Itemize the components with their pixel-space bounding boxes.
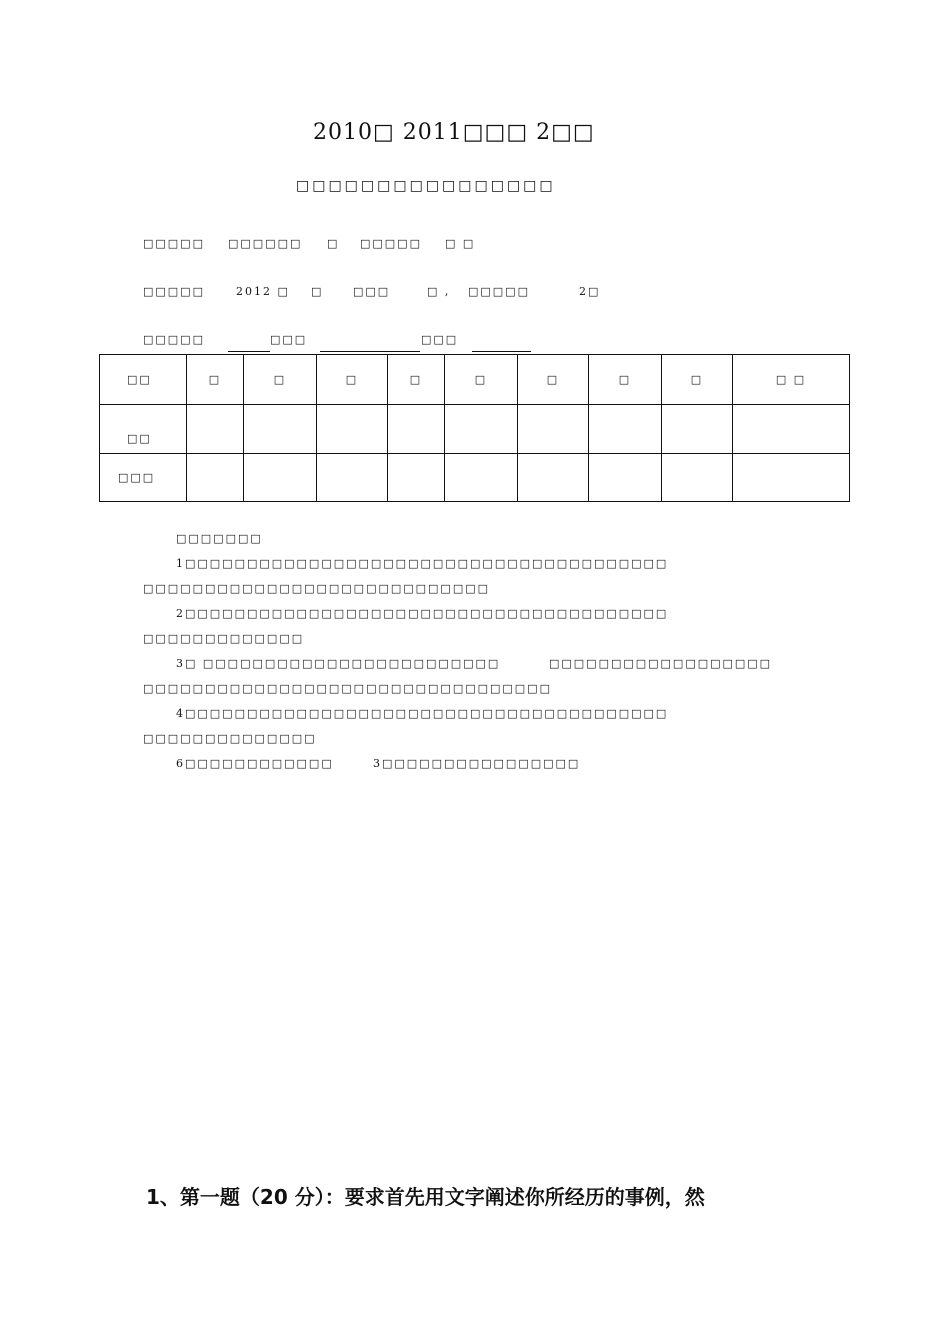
meta-value-period: □ ,: [427, 285, 451, 298]
grader-cell[interactable]: [662, 454, 733, 502]
note-4-line-1: 4□□□□□□□□□□□□□□□□□□□□□□□□□□□□□□□□□□□□□□□: [176, 707, 669, 720]
note-4-line-2: □□□□□□□□□□□□□□: [143, 732, 317, 745]
score-cell[interactable]: [733, 405, 850, 454]
meta-value-duration: 2□: [579, 285, 601, 298]
title-text: 2010□ 2011□□□ 2□□: [313, 120, 595, 145]
score-table: [99, 354, 850, 502]
table-header-cell: □ □: [733, 355, 850, 405]
note-3-line-1b: □□□□□□□□□□□□□□□□□□: [549, 657, 773, 670]
class-blank[interactable]: [228, 333, 270, 352]
meta-value-course: □□□□□□: [228, 237, 303, 250]
notes-heading: □□□□□□□: [176, 532, 263, 545]
meta-label-id: □□□: [421, 333, 459, 346]
note-3-line-1a: 3□ □□□□□□□□□□□□□□□□□□□□□□□□: [176, 657, 501, 670]
table-header-cell: □: [317, 355, 388, 405]
table-row: [100, 454, 850, 502]
note-5a: 6□□□□□□□□□□□□: [176, 757, 334, 770]
note-1-line-1: 1□□□□□□□□□□□□□□□□□□□□□□□□□□□□□□□□□□□□□□□: [176, 557, 669, 570]
grader-cell[interactable]: [445, 454, 518, 502]
row-label-score: □□: [100, 405, 187, 454]
meta-value-month: □: [311, 285, 324, 298]
note-2-line-1: 2□□□□□□□□□□□□□□□□□□□□□□□□□□□□□□□□□□□□□□□: [176, 607, 669, 620]
note-1-line-2: □□□□□□□□□□□□□□□□□□□□□□□□□□□□: [143, 582, 491, 595]
table-header-cell: □□: [100, 355, 187, 405]
question-1-heading: 1、第一题（20 分）：要求首先用文字阐述你所经历的事例，然: [146, 1185, 705, 1209]
table-header-row: [100, 355, 850, 405]
page-title: [313, 120, 595, 145]
score-cell[interactable]: [518, 405, 589, 454]
score-cell[interactable]: [244, 405, 317, 454]
score-cell[interactable]: [662, 405, 733, 454]
meta-value-day: □□□: [353, 285, 391, 298]
row-label-grader: □□□: [100, 454, 187, 502]
note-3-line-2: □□□□□□□□□□□□□□□□□□□□□□□□□□□□□□□□□: [143, 682, 552, 695]
grader-cell[interactable]: [244, 454, 317, 502]
meta-label-class: □□□□□: [143, 333, 205, 346]
grader-cell[interactable]: [388, 454, 445, 502]
grader-cell[interactable]: [518, 454, 589, 502]
meta-value-type: □ □: [445, 237, 476, 250]
meta-label-type: □□□□□: [360, 237, 422, 250]
meta-value-course-suffix: □: [327, 237, 340, 250]
page-subtitle: □□□□□□□□□□□□□□□□: [296, 178, 556, 194]
grader-cell[interactable]: [317, 454, 388, 502]
meta-label-duration: □□□□□: [468, 285, 530, 298]
score-cell[interactable]: [388, 405, 445, 454]
table-header-cell: □: [187, 355, 244, 405]
note-2-line-2: □□□□□□□□□□□□□: [143, 632, 305, 645]
table-header-cell: □: [244, 355, 317, 405]
table-row: [100, 405, 850, 454]
grader-cell[interactable]: [589, 454, 662, 502]
name-blank[interactable]: [320, 333, 420, 352]
meta-label-name: □□□: [270, 333, 308, 346]
table-header-cell: □: [388, 355, 445, 405]
table-header-cell: □: [445, 355, 518, 405]
grader-cell[interactable]: [733, 454, 850, 502]
table-header-cell: □: [518, 355, 589, 405]
note-5b: 3□□□□□□□□□□□□□□□□: [373, 757, 581, 770]
id-blank[interactable]: [472, 333, 531, 352]
score-cell[interactable]: [317, 405, 388, 454]
meta-label-date: □□□□□: [143, 285, 205, 298]
meta-value-year: 2012 □: [236, 285, 290, 298]
table-header-cell: □: [662, 355, 733, 405]
score-cell[interactable]: [445, 405, 518, 454]
score-cell[interactable]: [187, 405, 244, 454]
meta-label-course: □□□□□: [143, 237, 205, 250]
grader-cell[interactable]: [187, 454, 244, 502]
score-cell[interactable]: [589, 405, 662, 454]
table-header-cell: □: [589, 355, 662, 405]
